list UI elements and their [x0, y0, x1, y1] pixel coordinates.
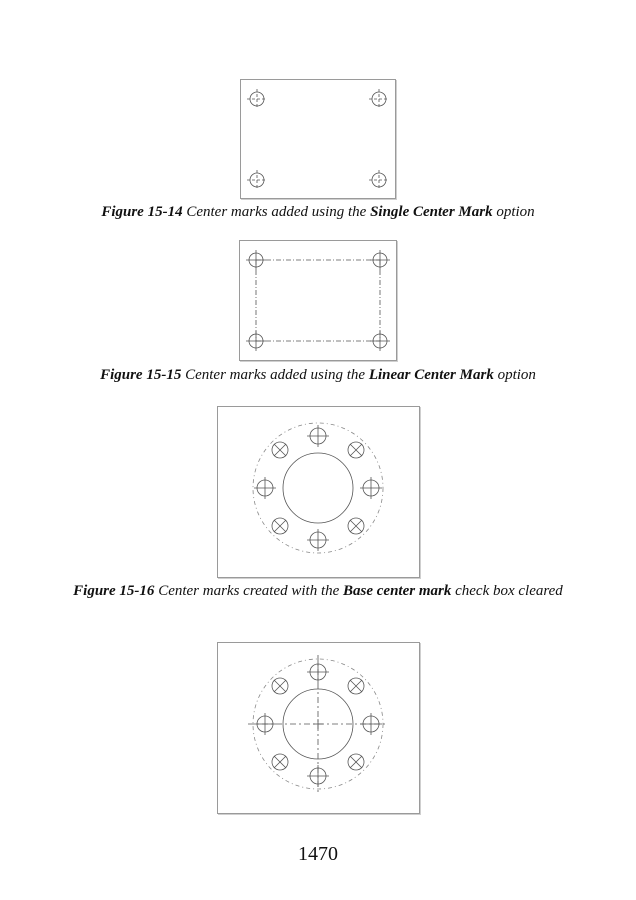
bolt-hole-top-right	[348, 442, 364, 458]
linear-center-mark-drawing	[240, 241, 396, 360]
bolt-hole-right	[360, 477, 382, 499]
figure-base-center-mark-drawing	[217, 642, 420, 814]
bolt-hole-left	[254, 477, 276, 499]
base-center-mark-cleared-drawing	[218, 407, 419, 577]
center-mark-top-left	[247, 89, 267, 109]
figure-15-16-caption: Figure 15-16 Center marks created with the Base center mark check box cleared	[73, 583, 563, 599]
bolt-hole-top-left	[272, 442, 288, 458]
single-center-mark-drawing	[241, 80, 395, 198]
bolt-hole-bottom	[307, 529, 329, 551]
page-number: 1470	[298, 843, 338, 865]
bolt-hole-top	[307, 425, 329, 447]
base-center-mark-drawing	[218, 643, 419, 813]
bolt-hole-top-left	[272, 678, 288, 694]
center-mark-bottom-right	[369, 170, 389, 190]
bolt-hole-bottom	[307, 765, 329, 787]
center-mark-bottom-left	[247, 170, 267, 190]
bolt-hole-left	[254, 713, 276, 735]
figure-label: Figure 15-16	[73, 583, 155, 599]
bolt-hole-top-right	[348, 678, 364, 694]
figure-label: Figure 15-14	[101, 204, 183, 220]
figure-15-16-image	[217, 406, 420, 578]
figure-15-14-image	[240, 79, 396, 199]
bolt-hole-top	[307, 661, 329, 683]
bolt-hole-bottom-right	[348, 518, 364, 534]
center-mark-top-right	[369, 89, 389, 109]
linear-centerlines	[256, 260, 380, 341]
bolt-hole-right	[360, 713, 382, 735]
figure-15-14-caption: Figure 15-14 Center marks added using the Single Center Mark option	[101, 204, 535, 220]
bolt-hole-bottom-left	[272, 518, 288, 534]
bolt-hole-bottom-left	[272, 754, 288, 770]
bolt-hole-bottom-right	[348, 754, 364, 770]
main-circle	[283, 453, 353, 523]
figure-15-15-caption: Figure 15-15 Center marks added using the Linear Center Mark option	[100, 367, 536, 383]
figure-label: Figure 15-15	[100, 367, 182, 383]
figure-15-15-image	[239, 240, 397, 361]
